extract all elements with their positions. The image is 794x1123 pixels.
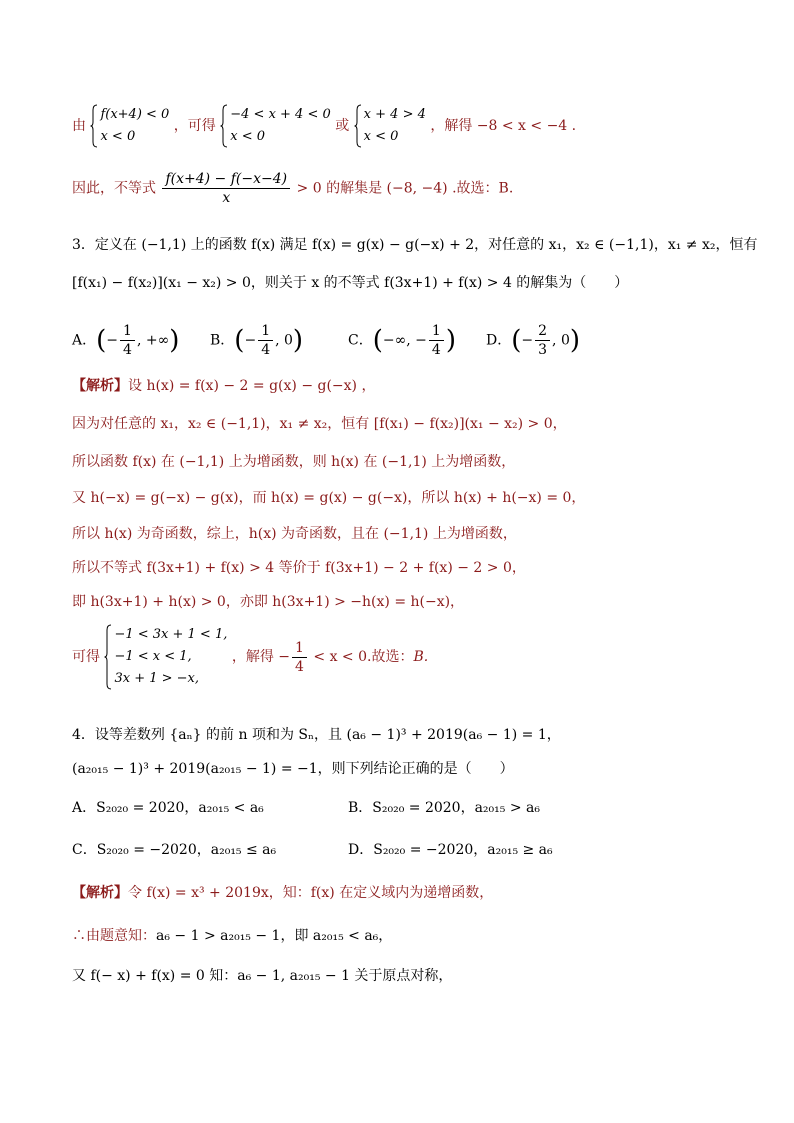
option-d[interactable]: D．S₂₀₂₀ = −2020，a₂₀₁₅ ≥ a₆ (348, 842, 553, 858)
brace-icon (90, 104, 98, 148)
solution-line-2: 因此，不等式 $\frac{f(x+4) - f(-x-4)}{x}$ > 0 的解集是 (−8, −4) .故选：B. (72, 171, 514, 206)
brace-icon (104, 624, 112, 690)
option-b[interactable]: B．S₂₀₂₀ = 2020，a₂₀₁₅ > a₆ (348, 800, 540, 816)
option-c[interactable]: C．S₂₀₂₀ = −2020，a₂₀₁₅ ≤ a₆ (72, 842, 277, 858)
analysis-4-line-1: 【解析】令 f(x) = x³ + 2019x，知：f(x) 在定义域内为递增函数， (72, 885, 494, 901)
option-a[interactable]: A．S₂₀₂₀ = 2020，a₂₀₁₅ < a₆ (72, 800, 264, 816)
system-1: f(x+4) < 0 x < 0 (90, 104, 169, 148)
fraction: $\frac{f(x+4) - f(-x-4)}{x}$ (162, 170, 290, 207)
question-3-line-1: 3．定义在 (−1,1) 上的函数 f(x) 满足 f(x) = g(x) − g(−x) + 2，对任意的 x₁，x₂ ∈ (−1,1)，x₁ ≠ x₂，恒有 (72, 237, 758, 253)
solution-line-1: 由 f(x+4) < 0 x < 0 ，可得 −4 < x + 4 < 0 x < 0 或 x + 4 > 4 x < 0 ，解得 −8 < x < −4 . (72, 104, 576, 148)
option-a[interactable]: A．(− $\frac{1}{4}$ , +∞) (72, 323, 180, 358)
analysis-tag: 【解析】 (72, 378, 128, 394)
system-3: x + 4 > 4 x < 0 (354, 104, 426, 148)
option-c[interactable]: C．(−∞, − $\frac{1}{4}$ ) (348, 323, 456, 358)
analysis-line-4: 又 h(−x) = g(−x) − g(x)，而 h(x) = g(x) − g(−x)，所以 h(x) + h(−x) = 0， (72, 490, 586, 506)
question-4-line-2: (a₂₀₁₅ − 1)³ + 2019(a₂₀₁₅ − 1) = −1，则下列结论正确的是（ ） (72, 761, 514, 777)
brace-icon (354, 104, 362, 148)
analysis-line-1: 【解析】设 h(x) = f(x) − 2 = g(x) − g(−x) ， (72, 378, 376, 394)
analysis-line-8: 可得 −1 < 3x + 1 < 1, −1 < x < 1, 3x + 1 > −x, ，解得 − $\frac{1}{4}$ < x < 0.故选：B. (72, 624, 428, 690)
analysis-tag: 【解析】 (72, 885, 128, 901)
analysis-line-3: 所以函数 f(x) 在 (−1,1) 上为增函数，则 h(x) 在 (−1,1) 上为增函数， (72, 454, 516, 470)
analysis-line-2: 因为对任意的 x₁，x₂ ∈ (−1,1)，x₁ ≠ x₂，恒有 [f(x₁) − f(x₂)](x₁ − x₂) > 0， (72, 416, 567, 432)
question-4-line-1: 4．设等差数列 {aₙ} 的前 n 项和为 Sₙ，且 (a₆ − 1)³ + 2019(a₆ − 1) = 1， (72, 727, 561, 743)
analysis-4-line-3: 又 f(− x) + f(x) = 0 知：a₆ − 1, a₂₀₁₅ − 1 关于原点对称， (72, 968, 453, 984)
analysis-line-6: 所以不等式 f(3x+1) + f(x) > 4 等价于 f(3x+1) − 2 + f(x) − 2 > 0， (72, 560, 526, 576)
analysis-line-5: 所以 h(x) 为奇函数，综上，h(x) 为奇函数，且在 (−1,1) 上为增函数， (72, 526, 517, 542)
text-you: 由 (72, 118, 86, 134)
brace-icon (220, 104, 228, 148)
analysis-4-line-2: ∴由题意知：a₆ − 1 > a₂₀₁₅ − 1，即 a₂₀₁₅ < a₆， (72, 928, 393, 944)
question-3-line-2: [f(x₁) − f(x₂)](x₁ − x₂) > 0，则关于 x 的不等式 f(3x+1) + f(x) > 4 的解集为（ ） (72, 275, 629, 291)
option-d[interactable]: D．(− $\frac{2}{3}$ , 0) (486, 323, 581, 358)
system-2: −4 < x + 4 < 0 x < 0 (220, 104, 331, 148)
analysis-line-7: 即 h(3x+1) + h(x) > 0，亦即 h(3x+1) > −h(x) = h(−x)， (72, 594, 465, 610)
system-4: −1 < 3x + 1 < 1, −1 < x < 1, 3x + 1 > −x, (104, 624, 227, 690)
option-b[interactable]: B．(− $\frac{1}{4}$ , 0) (210, 323, 304, 358)
